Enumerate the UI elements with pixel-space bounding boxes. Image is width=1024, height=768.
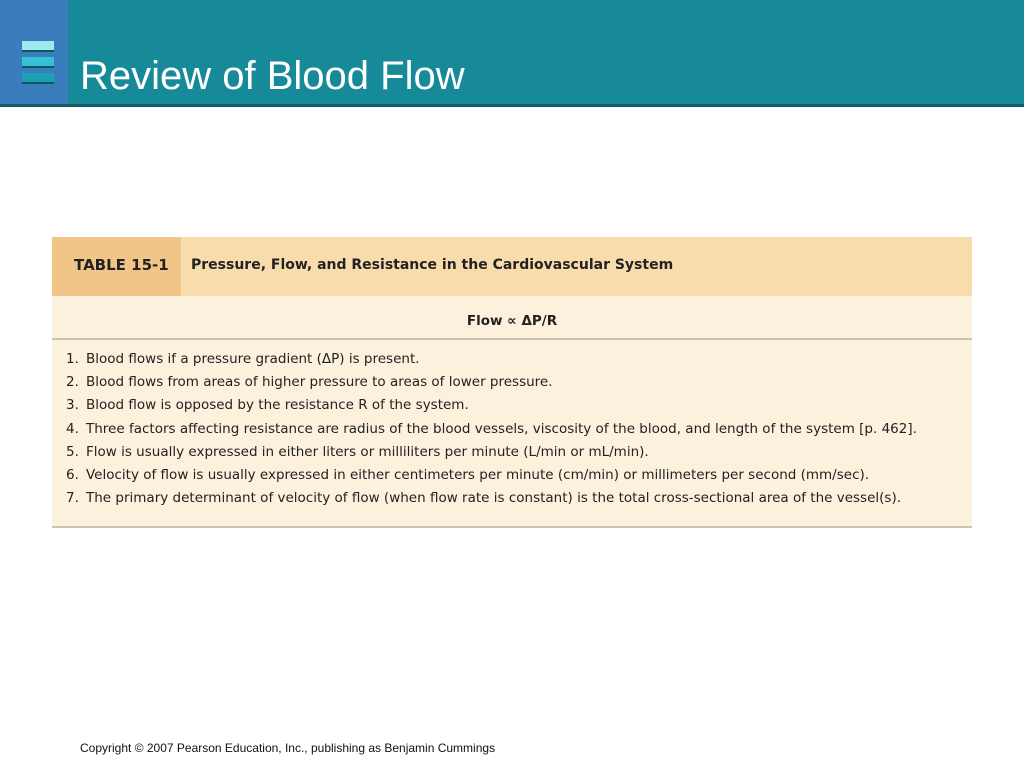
list-item: [66, 371, 917, 394]
list-item: [66, 464, 917, 487]
list-item-number: 3.: [66, 397, 79, 414]
list-item-number: 7.: [66, 490, 79, 507]
table-title: Pressure, Flow, and Resistance in the Cardiovascular System: [191, 257, 674, 273]
table-panel: [52, 237, 972, 528]
list-item-text: Velocity of flow is usually expressed in either centimeters per minute (cm/min) or millimeters per second (mm/sec).: [86, 466, 870, 483]
list-item-text: Flow is usually expressed in either liters or milliliters per minute (L/min or mL/min).: [86, 443, 649, 460]
flow-formula: Flow ∝ ΔP/R: [466, 313, 558, 329]
stacked-bars-icon: [22, 41, 54, 91]
list-item: [66, 394, 917, 417]
list-item-number: 5.: [66, 443, 79, 460]
list-item-number: 2.: [66, 374, 79, 391]
list-item: [66, 441, 917, 464]
stacked-bar-bottom: [22, 73, 54, 84]
header-divider: [0, 104, 1024, 107]
list-item: [66, 487, 917, 510]
stacked-bar-middle: [22, 57, 54, 68]
slide-title: Review of Blood Flow: [80, 54, 465, 98]
list-item-text: Blood flows from areas of higher pressure to areas of lower pressure.: [86, 374, 553, 391]
table-label: TABLE 15-1: [74, 256, 169, 274]
list-item-text: Blood flows if a pressure gradient (ΔP) is present.: [86, 351, 420, 367]
list-item-number: 6.: [66, 466, 79, 483]
copyright-footer: Copyright © 2007 Pearson Education, Inc., publishing as Benjamin Cummings: [80, 741, 496, 755]
list-item: [66, 348, 917, 371]
list-item: [66, 418, 917, 441]
list-item-text: Three factors affecting resistance are radius of the blood vessels, viscosity of the blood, and length of the system [p. 462].: [86, 420, 917, 437]
stacked-bar-top: [22, 41, 54, 52]
list-item-text: Blood flow is opposed by the resistance R of the system.: [86, 397, 469, 414]
list-item-number: 4.: [66, 420, 79, 437]
table-item-list: [66, 348, 917, 510]
list-item-number: 1.: [66, 351, 79, 367]
table-bottom-rule: [52, 526, 972, 528]
table-divider: [52, 338, 972, 340]
list-item-text: The primary determinant of velocity of flow (when flow rate is constant) is the total cross-sectional area of the vessel(s).: [86, 490, 901, 507]
